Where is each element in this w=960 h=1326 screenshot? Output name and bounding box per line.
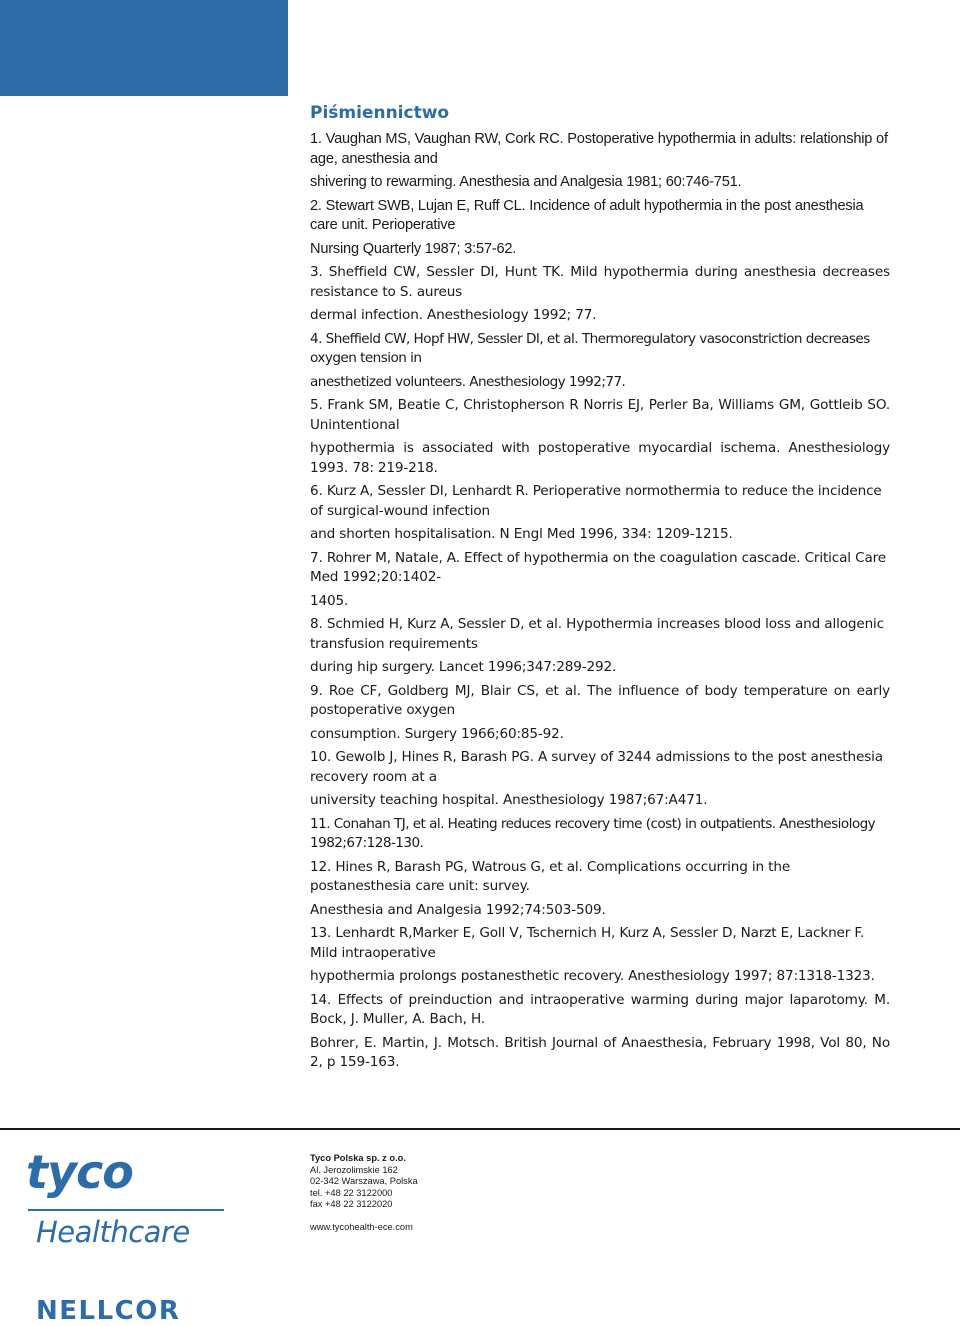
reference-line: 6. Kurz A, Sessler DI, Lenhardt R. Perioperative normothermia to reduce the incidence of surgical-wound infection bbox=[310, 483, 882, 519]
reference-item bbox=[310, 549, 890, 612]
company-name: Tyco Polska sp. z o.o. bbox=[310, 1153, 406, 1163]
reference-line: Anesthesia and Analgesia 1992;74:503-509. bbox=[310, 901, 606, 918]
reference-item bbox=[310, 197, 890, 260]
reference-line: 13. Lenhardt R,Marker E, Goll V, Tschernich H, Kurz A, Sessler D, Narzt E, Lackner F. Mild intraoperative bbox=[310, 925, 865, 961]
reference-item bbox=[310, 682, 890, 745]
reference-item bbox=[310, 396, 890, 478]
reference-item bbox=[310, 330, 890, 393]
reference-line: 2. Stewart SWB, Lujan E, Ruff CL. Incidence of adult hypothermia in the post anesthesia care unit. Perioperative bbox=[310, 197, 864, 233]
logo-divider bbox=[28, 1209, 224, 1211]
reference-line: Nursing Quarterly 1987; 3:57-62. bbox=[310, 240, 517, 257]
reference-line: 3. Sheffield CW, Sessler DI, Hunt TK. Mild hypothermia during anesthesia decreases resistance to S. aureus bbox=[310, 264, 890, 300]
healthcare-logo-text: Healthcare bbox=[36, 1215, 190, 1249]
tyco-logo bbox=[24, 1148, 174, 1198]
reference-item bbox=[310, 991, 890, 1073]
reference-line: 1. Vaughan MS, Vaughan RW, Cork RC. Postoperative hypothermia in adults: relationship of age, anesthesia and bbox=[310, 131, 888, 167]
reference-item bbox=[310, 815, 890, 854]
reference-line: consumption. Surgery 1966;60:85-92. bbox=[310, 725, 564, 742]
reference-line: 4. Sheffield CW, Hopf HW, Sessler DI, et al. Thermoregulatory vasoconstriction decreases oxygen tension in bbox=[310, 330, 870, 366]
reference-line: dermal infection. Anesthesiology 1992; 77. bbox=[310, 307, 597, 323]
reference-line: during hip surgery. Lancet 1996;347:289-292. bbox=[310, 659, 617, 675]
reference-line: Bohrer, E. Martin, J. Motsch. British Journal of Anaesthesia, February 1998, Vol 80, No 2, p 159-163. bbox=[310, 1034, 890, 1070]
reference-line: university teaching hospital. Anesthesiology 1987;67:A471. bbox=[310, 792, 708, 808]
reference-line: 14. Effects of preinduction and intraoperative warming during major laparotomy. M. Bock, J. Muller, A. Bach, H. bbox=[310, 991, 890, 1027]
reference-item bbox=[310, 263, 890, 326]
references-heading: Piśmiennictwo bbox=[310, 103, 450, 123]
reference-line: hypothermia prolongs postanesthetic recovery. Anesthesiology 1997; 87:1318-1323. bbox=[310, 968, 875, 984]
reference-item bbox=[310, 615, 890, 678]
reference-line: 7. Rohrer M, Natale, A. Effect of hypothermia on the coagulation cascade. Critical Care Med 1992;20:1402- bbox=[310, 549, 886, 585]
phone-number: tel. +48 22 3122000 bbox=[310, 1187, 393, 1198]
address-street: Al. Jerozolimskie 162 bbox=[310, 1164, 398, 1175]
reference-line: anesthetized volunteers. Anesthesiology 1992;77. bbox=[310, 373, 626, 390]
reference-line: 10. Gewolb J, Hines R, Barash PG. A survey of 3244 admissions to the post anesthesia recovery room at a bbox=[310, 749, 883, 785]
company-address bbox=[310, 1153, 418, 1234]
tyco-logo-text: tyco bbox=[26, 1148, 133, 1198]
reference-item bbox=[310, 482, 890, 545]
reference-line: hypothermia is associated with postoperative myocardial ischema. Anesthesiology 1993. 78: 219-218. bbox=[310, 440, 890, 476]
reference-item bbox=[310, 748, 890, 811]
reference-line: 12. Hines R, Barash PG, Watrous G, et al. Complications occurring in the postanesthesia care unit: survey. bbox=[310, 858, 791, 894]
footer-divider bbox=[0, 1128, 960, 1130]
reference-line: 5. Frank SM, Beatie C, Christopherson R Norris EJ, Perler Ba, Williams GM, Gottleib SO. Unintentional bbox=[310, 397, 890, 433]
reference-item bbox=[310, 130, 890, 193]
reference-item bbox=[310, 924, 890, 987]
header-color-block bbox=[0, 0, 288, 96]
reference-line: 8. Schmied H, Kurz A, Sessler D, et al. Hypothermia increases blood loss and allogenic transfusion requirements bbox=[310, 616, 884, 652]
nellcor-logo: NELLCOR bbox=[36, 1296, 181, 1326]
reference-line: 11. Conahan TJ, et al. Heating reduces recovery time (cost) in outpatients. Anesthesiology 1982;67:128-130. bbox=[310, 815, 876, 851]
website-link[interactable]: www.tycohealth-ece.com bbox=[310, 1221, 413, 1232]
reference-item bbox=[310, 858, 890, 921]
address-city: 02-342 Warszawa, Polska bbox=[310, 1176, 418, 1187]
fax-number: fax +48 22 3122020 bbox=[310, 1199, 393, 1210]
references-section bbox=[310, 102, 890, 1077]
reference-line: 9. Roe CF, Goldberg MJ, Blair CS, et al. The influence of body temperature on early postoperative oxygen bbox=[310, 682, 890, 718]
reference-line: shivering to rewarming. Anesthesia and Analgesia 1981; 60:746-751. bbox=[310, 174, 742, 190]
reference-line: and shorten hospitalisation. N Engl Med 1996, 334: 1209-1215. bbox=[310, 526, 733, 542]
reference-line: 1405. bbox=[310, 592, 349, 609]
